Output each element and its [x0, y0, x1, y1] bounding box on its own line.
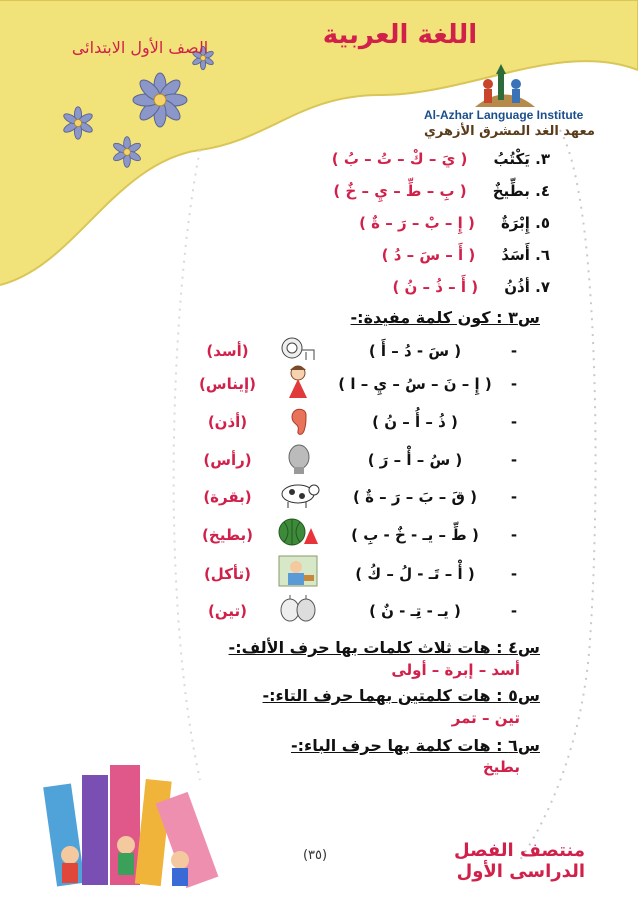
answer-word: (بطيخ) [202, 526, 253, 544]
fig-icon [278, 592, 318, 624]
question-4-title: س٤ : هات ثلاث كلمات بها حرف الألف:- [228, 638, 540, 657]
answer-word: (تأكل) [203, 565, 252, 583]
item-word: أذُنُ [504, 278, 530, 296]
scrambled-letters: ( أْ – تَـ - لُ – كُ ) [355, 565, 475, 583]
item-word: إِبْرَةٌ [500, 214, 530, 232]
scrambled-letters: ( إِ – نَ – سُ – يِ – ا ) [338, 375, 492, 393]
question-4-answer: أسد – إبرة – أولى [391, 661, 520, 679]
scrambled-letters: ( ذُ – أُ – نُ ) [372, 413, 458, 431]
footer-term-label: منتصف الفصل الدراسى الأول [454, 840, 585, 882]
scrambled-letters: ( قَ – بَ – رَ – ةٌ ) [353, 488, 477, 506]
item-number: ٤. [535, 182, 550, 200]
answer-word: (تين) [208, 602, 247, 620]
eating-icon [278, 555, 318, 587]
scrambled-letters: ( طِّ – يـ - خٌ - بِ ) [351, 526, 479, 544]
watermelon-icon [276, 516, 320, 548]
letter-exercise-row [250, 246, 550, 264]
institute-name-en: Al-Azhar Language Institute [424, 108, 584, 122]
item-word: بطِّيخٌ [492, 182, 530, 200]
question-3-title: س٣ : كون كلمة مفيدة:- [350, 308, 540, 327]
letter-exercise-row [250, 182, 550, 200]
question-6-title: س٦ : هات كلمة بها حرف الباء:- [290, 736, 540, 755]
ear-icon [286, 405, 312, 437]
institute-name-ar: معهد الغد المشرق الأزهري [424, 124, 595, 139]
scrambled-letters: ( سَ - دُ – أَ ) [368, 342, 462, 360]
item-dash: - [510, 451, 518, 469]
answer-word: (إيناس) [199, 375, 256, 393]
cow-icon [276, 480, 320, 510]
answer-word: (أذن) [207, 413, 248, 431]
item-letters: ( أَ – سَ – دُ ) [381, 246, 476, 264]
item-letters: ( إِ – بْ – رَ – ةٌ ) [359, 214, 475, 232]
question-5-answer: تين – تمر [451, 709, 520, 727]
books-children-illustration [40, 745, 230, 895]
letter-exercise-row [250, 150, 550, 168]
item-dash: - [510, 413, 518, 431]
item-dash: - [510, 565, 518, 583]
head-icon [286, 443, 312, 475]
item-word: أَسَدُ [501, 246, 530, 264]
item-letters: ( أَ – ذُ – نُ ) [392, 278, 479, 296]
item-dash: - [510, 375, 518, 393]
item-number: ٧. [535, 278, 550, 296]
item-number: ٣. [535, 150, 550, 168]
page-number: (٣٥) [302, 848, 328, 863]
girl-icon [284, 364, 312, 400]
scrambled-letters: ( سُ – أْ – رَ ) [367, 451, 463, 469]
item-dash: - [510, 342, 518, 360]
scrambled-letters: ( يـ - تِـ - نٌ ) [369, 602, 461, 620]
item-number: ٦. [535, 246, 550, 264]
answer-word: (أسد) [206, 342, 249, 360]
item-dash: - [510, 488, 518, 506]
letter-exercise-row [250, 278, 550, 296]
institute-logo [470, 62, 540, 112]
item-letters: ( يَ – كْ – تُ – بُ ) [331, 150, 468, 168]
item-number: ٥. [535, 214, 550, 232]
grade-label: الصف الأول الابتدائى [71, 38, 209, 57]
letter-exercise-row [250, 214, 550, 232]
subject-title: اللغة العربية [322, 20, 478, 50]
item-dash: - [510, 526, 518, 544]
lion-icon [278, 334, 318, 364]
answer-word: (رأس) [203, 451, 252, 469]
question-6-answer: بطيخ [482, 758, 520, 776]
answer-word: (بقرة) [203, 488, 252, 506]
item-word: يَكْتُبُ [493, 150, 530, 168]
question-5-title: س٥ : هات كلمتين بهما حرف التاء:- [262, 686, 540, 705]
item-dash: - [510, 602, 518, 620]
item-letters: ( بِ – طِّ – يِ – خٌ ) [333, 182, 467, 200]
